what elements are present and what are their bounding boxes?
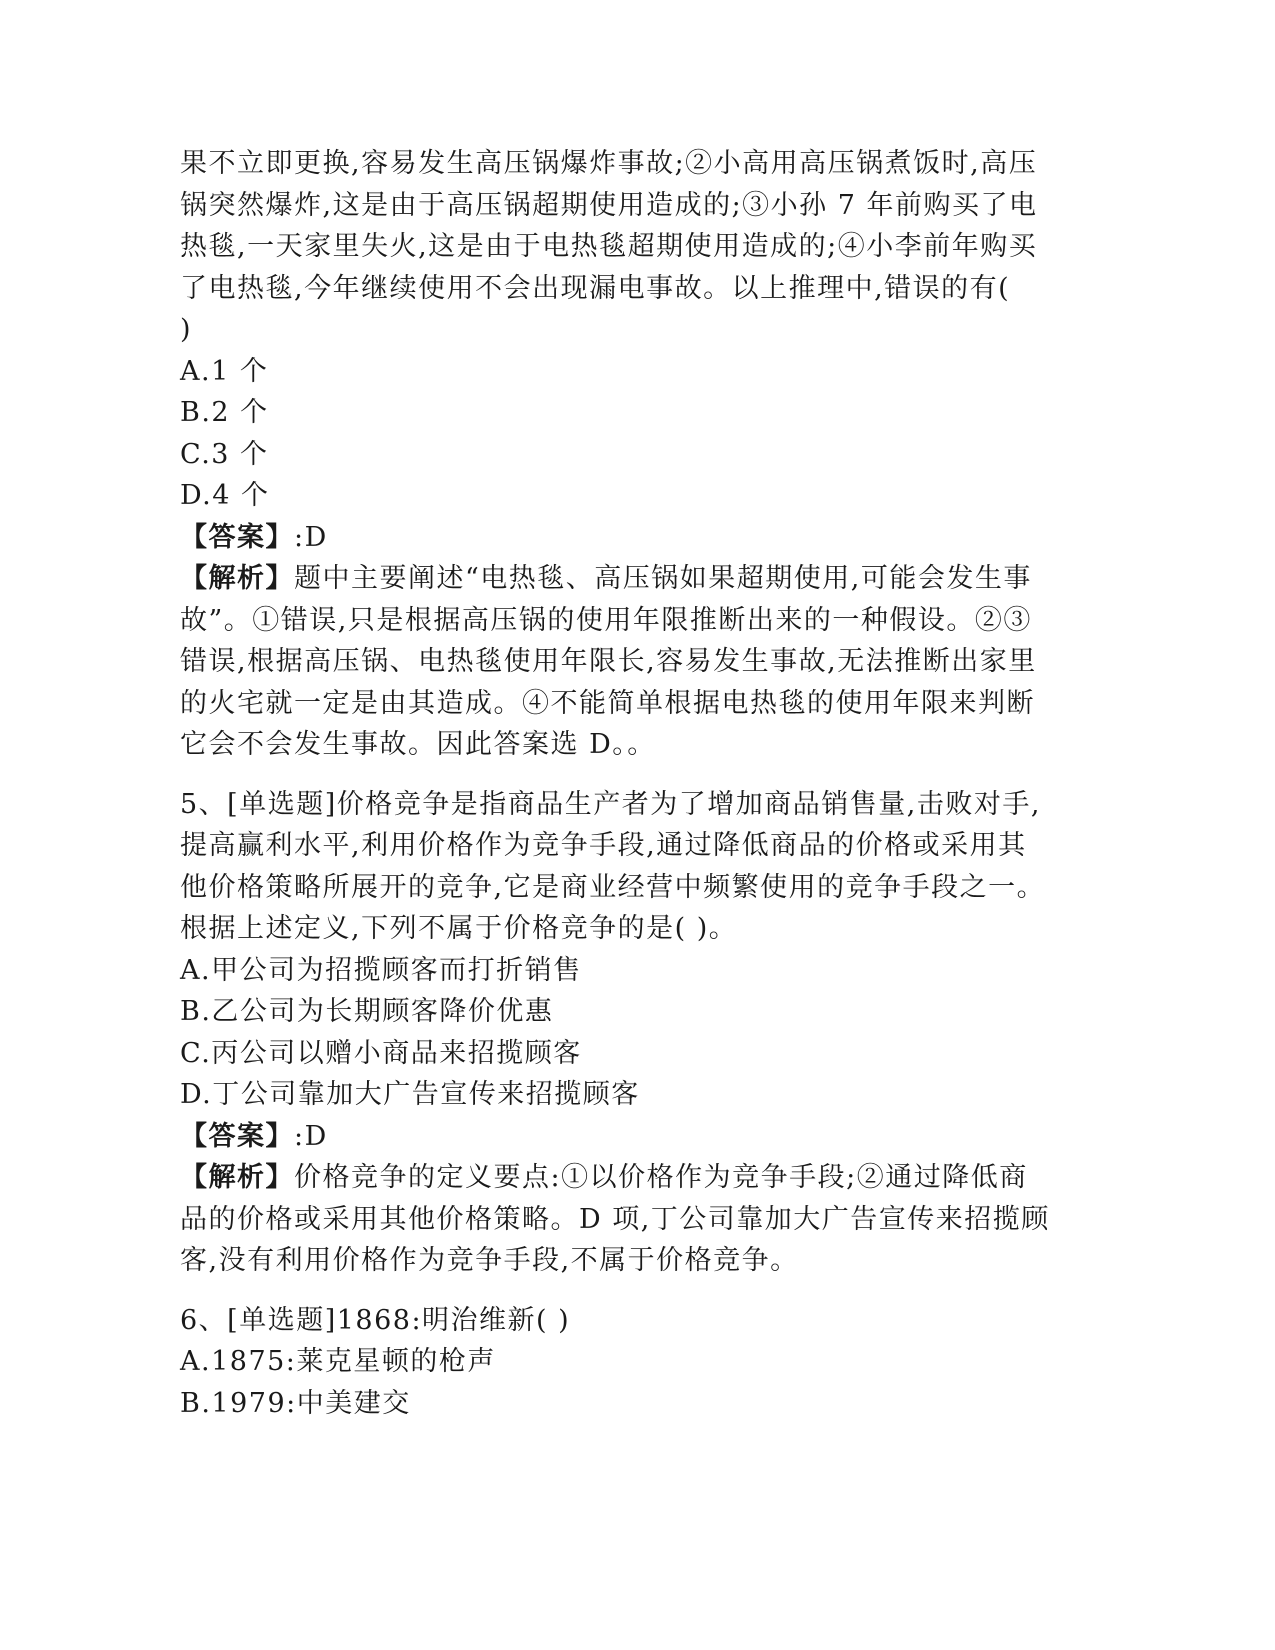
answer-label: 【答案】 bbox=[180, 1120, 294, 1152]
analysis-label: 【解析】 bbox=[180, 1162, 294, 1193]
option-d: D.4 个 bbox=[180, 480, 270, 511]
question-4-options bbox=[180, 351, 1050, 517]
question-5-analysis bbox=[180, 1157, 1050, 1282]
analysis-label: 【解析】 bbox=[180, 563, 294, 594]
answer-label: 【答案】 bbox=[180, 521, 294, 553]
stem-line: 5、[单选题]价格竞争是指商品生产者为了增加商品销售量,击败对手, bbox=[180, 788, 1041, 820]
question-4-answer bbox=[180, 517, 1050, 559]
analysis-line: 的火宅就一定是由其造成。④不能简单根据电热毯的使用年限来判断 bbox=[180, 687, 1035, 719]
analysis-line: 品的价格或采用其他价格策略。D 项,丁公司靠加大广告宣传来招揽顾 bbox=[180, 1203, 1050, 1235]
option-b: B.乙公司为长期顾客降价优惠 bbox=[180, 996, 554, 1027]
question-4-analysis bbox=[180, 558, 1050, 766]
stem-line: 提高赢利水平,利用价格作为竞争手段,通过降低商品的价格或采用其 bbox=[180, 830, 1027, 861]
question-5-stem bbox=[180, 784, 1050, 950]
option-c: C.丙公司以赠小商品来招揽顾客 bbox=[180, 1037, 582, 1069]
stem-line: 果不立即更换,容易发生高压锅爆炸事故;②小高用高压锅煮饭时,高压 bbox=[180, 148, 1038, 179]
stem-line: 他价格策略所展开的竞争,它是商业经营中频繁使用的竞争手段之一。 bbox=[180, 871, 1046, 903]
question-divider bbox=[180, 1282, 1050, 1300]
analysis-line: 它会不会发生事故。因此答案选 D。。 bbox=[180, 729, 656, 760]
question-6-stem bbox=[180, 1300, 1050, 1342]
stem-line: ) bbox=[180, 314, 193, 345]
stem-line: 锅突然爆炸,这是由于高压锅超期使用造成的;③小孙 7 年前购买了电 bbox=[180, 189, 1038, 221]
question-5-options bbox=[180, 950, 1050, 1116]
option-b: B.1979:中美建交 bbox=[180, 1387, 411, 1419]
stem-line: 6、[单选题]1868:明治维新( ) bbox=[180, 1304, 571, 1336]
document-page bbox=[180, 143, 1050, 1424]
question-6-options bbox=[180, 1341, 1050, 1424]
analysis-line: 错误,根据高压锅、电热毯使用年限长,容易发生事故,无法推断出家里 bbox=[180, 646, 1037, 677]
stem-line: 根据上述定义,下列不属于价格竞争的是( )。 bbox=[180, 913, 738, 944]
answer-value: :D bbox=[294, 521, 328, 553]
answer-value: :D bbox=[294, 1120, 328, 1152]
option-a: A.1875:莱克星顿的枪声 bbox=[180, 1346, 496, 1377]
stem-line: 热毯,一天家里失火,这是由于电热毯超期使用造成的;④小李前年购买 bbox=[180, 231, 1038, 262]
option-b: B.2 个 bbox=[180, 397, 269, 428]
option-a: A.1 个 bbox=[180, 355, 269, 387]
analysis-text: 题中主要阐述“电热毯、高压锅如果超期使用,可能会发生事 bbox=[294, 563, 1032, 594]
analysis-line: 客,没有利用价格作为竞争手段,不属于价格竞争。 bbox=[180, 1245, 799, 1276]
option-d: D.丁公司靠加大广告宣传来招揽顾客 bbox=[180, 1079, 640, 1110]
option-a: A.甲公司为招揽顾客而打折销售 bbox=[180, 954, 582, 986]
question-divider bbox=[180, 766, 1050, 784]
analysis-line bbox=[180, 558, 1050, 600]
option-c: C.3 个 bbox=[180, 438, 269, 470]
question-4-stem bbox=[180, 143, 1050, 351]
question-5-answer bbox=[180, 1116, 1050, 1158]
analysis-line bbox=[180, 1157, 1050, 1199]
stem-line: 了电热毯,今年继续使用不会出现漏电事故。以上推理中,错误的有( bbox=[180, 272, 1011, 304]
analysis-text: 价格竞争的定义要点:①以价格作为竞争手段;②通过降低商 bbox=[294, 1162, 1028, 1193]
analysis-line: 故”。①错误,只是根据高压锅的使用年限推断出来的一种假设。②③ bbox=[180, 604, 1032, 636]
